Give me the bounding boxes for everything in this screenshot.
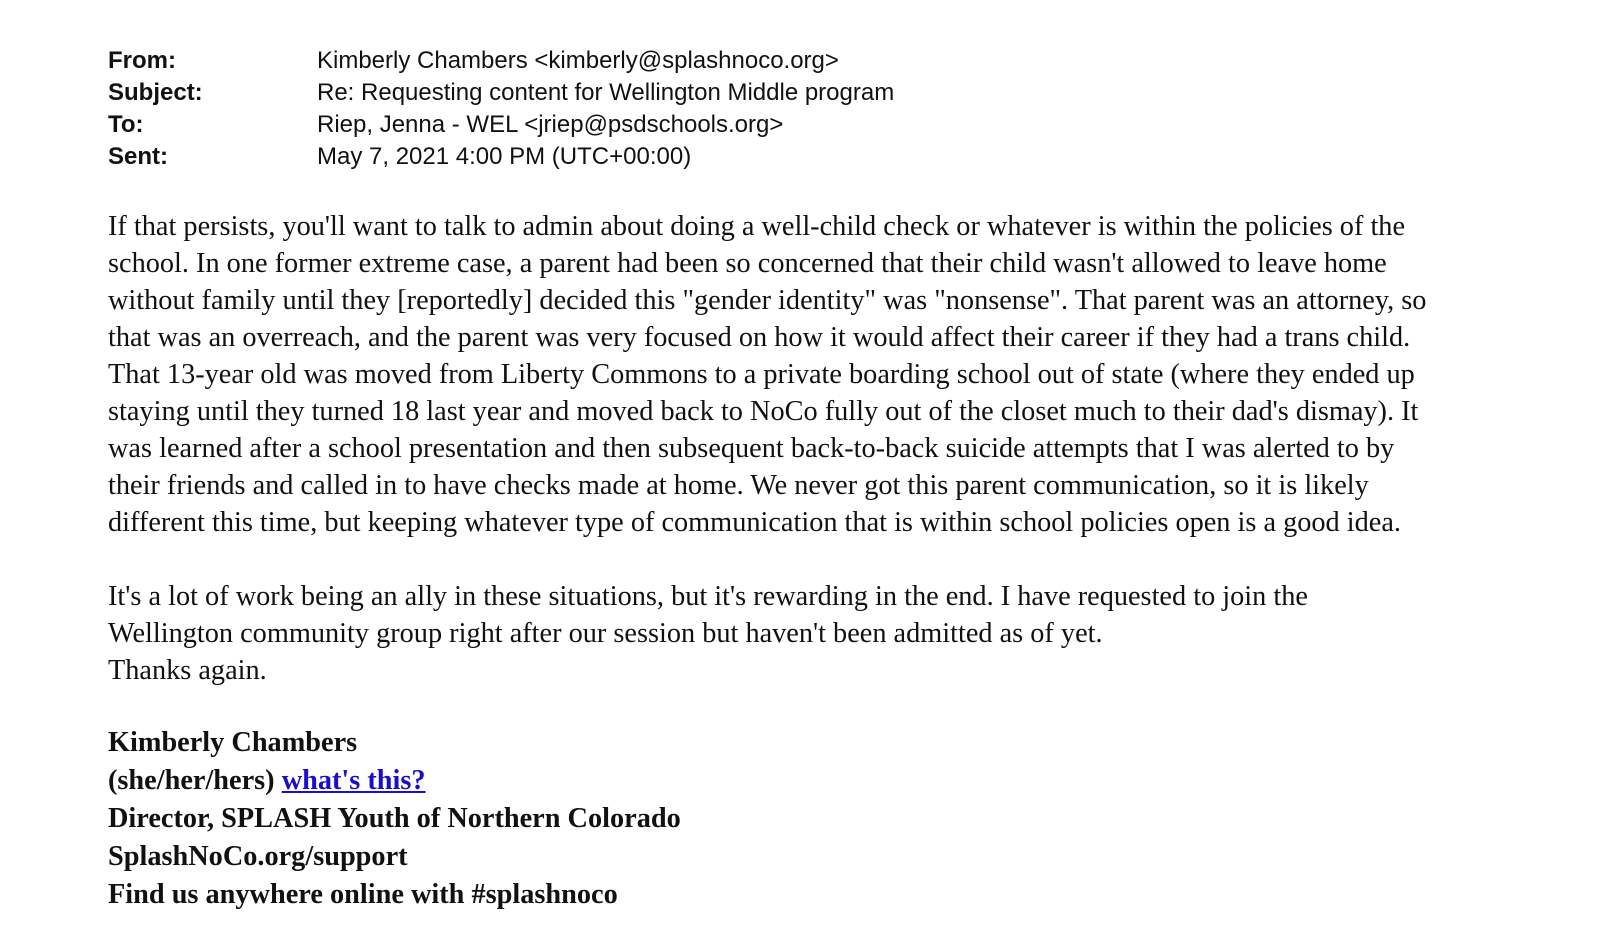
body-line: staying until they turned 18 last year and moved back to NoCo fully out of the closet much to their dad's dismay). It: [108, 396, 1419, 427]
from-label: From:: [108, 47, 176, 74]
to-value: Riep, Jenna - WEL <jriep@psdschools.org>: [317, 111, 784, 138]
header-to-row: [108, 109, 1588, 141]
email-message: [108, 45, 1588, 914]
body-line: Thanks again.: [108, 655, 267, 686]
body-line: If that persists, you'll want to talk to admin about doing a well-child check or whatever is within the policies of the: [108, 211, 1406, 242]
signature-website: SplashNoCo.org/support: [108, 841, 408, 872]
body-line: It's a lot of work being an ally in these situations, but it's rewarding in the end. I have requested to join the: [108, 581, 1308, 612]
email-body: [108, 208, 1588, 689]
body-line: without family until they [reportedly] decided this "gender identity" was "nonsense". That parent was an attorney, so: [108, 285, 1427, 316]
sent-label: Sent:: [108, 143, 168, 170]
body-line: that was an overreach, and the parent was very focused on how it would affect their career if they had a trans child.: [108, 322, 1411, 353]
body-line: different this time, but keeping whatever type of communication that is within school policies open is a good idea.: [108, 507, 1401, 538]
body-paragraph-1: [108, 208, 1588, 541]
header-subject-row: [108, 77, 1588, 109]
from-value: Kimberly Chambers <kimberly@splashnoco.org>: [317, 47, 839, 74]
subject-label: Subject:: [108, 79, 203, 106]
signature-pronouns-row: [108, 762, 1588, 800]
body-line: was learned after a school presentation and then subsequent back-to-back suicide attempts that I was alerted to by: [108, 433, 1395, 464]
signature-pronouns: (she/her/hers): [108, 765, 275, 796]
signature-tagline: Find us anywhere online with #splashnoco: [108, 879, 618, 910]
subject-value: Re: Requesting content for Wellington Middle program: [317, 79, 895, 106]
header-sent-row: [108, 141, 1588, 173]
body-line: school. In one former extreme case, a parent had been so concerned that their child wasn't allowed to leave home: [108, 248, 1387, 279]
email-headers: [108, 45, 1588, 173]
header-from-row: [108, 45, 1588, 77]
body-line: Wellington community group right after our session but haven't been admitted as of yet.: [108, 618, 1103, 649]
body-line: their friends and called in to have checks made at home. We never got this parent communication, so it is likely: [108, 470, 1369, 501]
whats-this-link[interactable]: what's this?: [281, 765, 426, 796]
to-label: To:: [108, 111, 144, 138]
body-line: That 13-year old was moved from Liberty Commons to a private boarding school out of state (where they ended up: [108, 359, 1415, 390]
body-paragraph-2: [108, 578, 1588, 689]
signature-title: Director, SPLASH Youth of Northern Colorado: [108, 803, 681, 834]
sent-value: May 7, 2021 4:00 PM (UTC+00:00): [317, 143, 692, 170]
email-signature: [108, 724, 1588, 914]
signature-name: Kimberly Chambers: [108, 727, 358, 758]
